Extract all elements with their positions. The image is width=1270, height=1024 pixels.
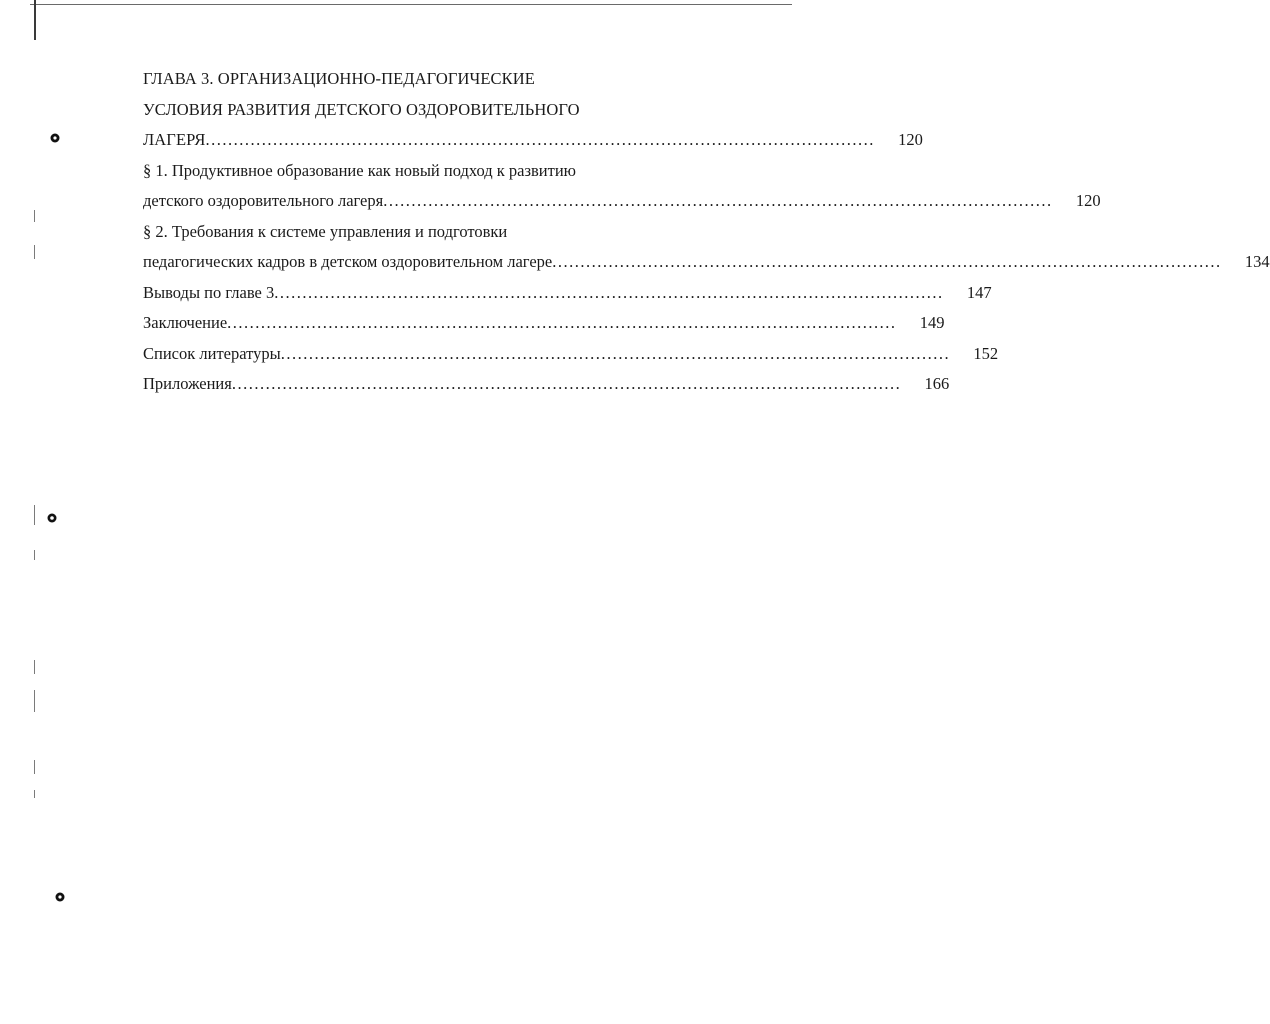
toc-entry-section-2 xyxy=(143,247,1270,278)
scan-tick-mark xyxy=(34,660,35,674)
leader-dots: ....................................................................................................................... xyxy=(231,374,902,393)
toc-page-number: 152 xyxy=(973,343,999,363)
toc-entry-label: Выводы по главе 3 xyxy=(143,282,275,302)
toc-entry-label: ЛАГЕРЯ xyxy=(143,130,206,149)
toc-entry-references xyxy=(143,339,999,370)
scan-border-top xyxy=(30,4,792,5)
toc-entry-label: детского оздоровительного лагеря xyxy=(143,191,384,210)
scan-tick-mark xyxy=(34,550,35,560)
scan-tick-mark xyxy=(34,760,35,774)
table-of-contents xyxy=(143,64,1270,400)
toc-entry-section-1 xyxy=(143,186,1101,217)
toc-entry-label: Заключение xyxy=(143,313,228,332)
scan-tick-mark xyxy=(34,210,35,222)
toc-page-number: 149 xyxy=(919,313,945,332)
toc-page-number: 120 xyxy=(1075,191,1101,210)
leader-dots: ....................................................................................................................... xyxy=(227,313,897,332)
leader-dots: ....................................................................................................................... xyxy=(280,343,951,363)
toc-page-number: 120 xyxy=(898,130,923,149)
punch-hole-icon xyxy=(46,512,58,524)
leader-dots: ....................................................................................................................... xyxy=(383,191,1053,210)
scan-tick-mark xyxy=(34,505,35,525)
chapter-3-title-line-1: ГЛАВА 3. ОРГАНИЗАЦИОННО-ПЕДАГОГИЧЕСКИЕ xyxy=(143,69,535,88)
toc-entry-conclusions-chapter-3 xyxy=(143,278,992,309)
toc-entry-label: Приложения xyxy=(143,374,232,393)
toc-entry-label: педагогических кадров в детском оздоровительном лагере xyxy=(143,252,553,271)
leader-dots: ....................................................................................................................... xyxy=(205,130,875,149)
section-1-title-line-1: § 1. Продуктивное образование как новый подход к развитию xyxy=(143,160,576,180)
toc-entry-chapter-3 xyxy=(143,125,923,156)
scan-tick-mark xyxy=(34,790,35,798)
scan-tick-mark xyxy=(34,245,35,259)
chapter-3-title-line-2: УСЛОВИЯ РАЗВИТИЯ ДЕТСКОГО ОЗДОРОВИТЕЛЬНОГО xyxy=(143,99,580,119)
leader-dots: ....................................................................................................................... xyxy=(552,252,1222,271)
punch-hole-icon xyxy=(49,132,61,144)
scan-border-left xyxy=(34,0,36,40)
toc-entry-appendices xyxy=(143,369,950,400)
toc-page-number: 134 xyxy=(1244,252,1270,271)
toc-page-number: 147 xyxy=(966,282,992,302)
toc-page-number: 166 xyxy=(924,374,950,393)
scan-tick-mark xyxy=(34,690,35,712)
toc-entry-conclusion xyxy=(143,308,945,339)
punch-hole-icon xyxy=(54,891,66,903)
section-2-title-line-1: § 2. Требования к системе управления и подготовки xyxy=(143,221,508,241)
toc-entry-label: Список литературы xyxy=(143,343,281,363)
leader-dots: ....................................................................................................................... xyxy=(274,282,944,302)
